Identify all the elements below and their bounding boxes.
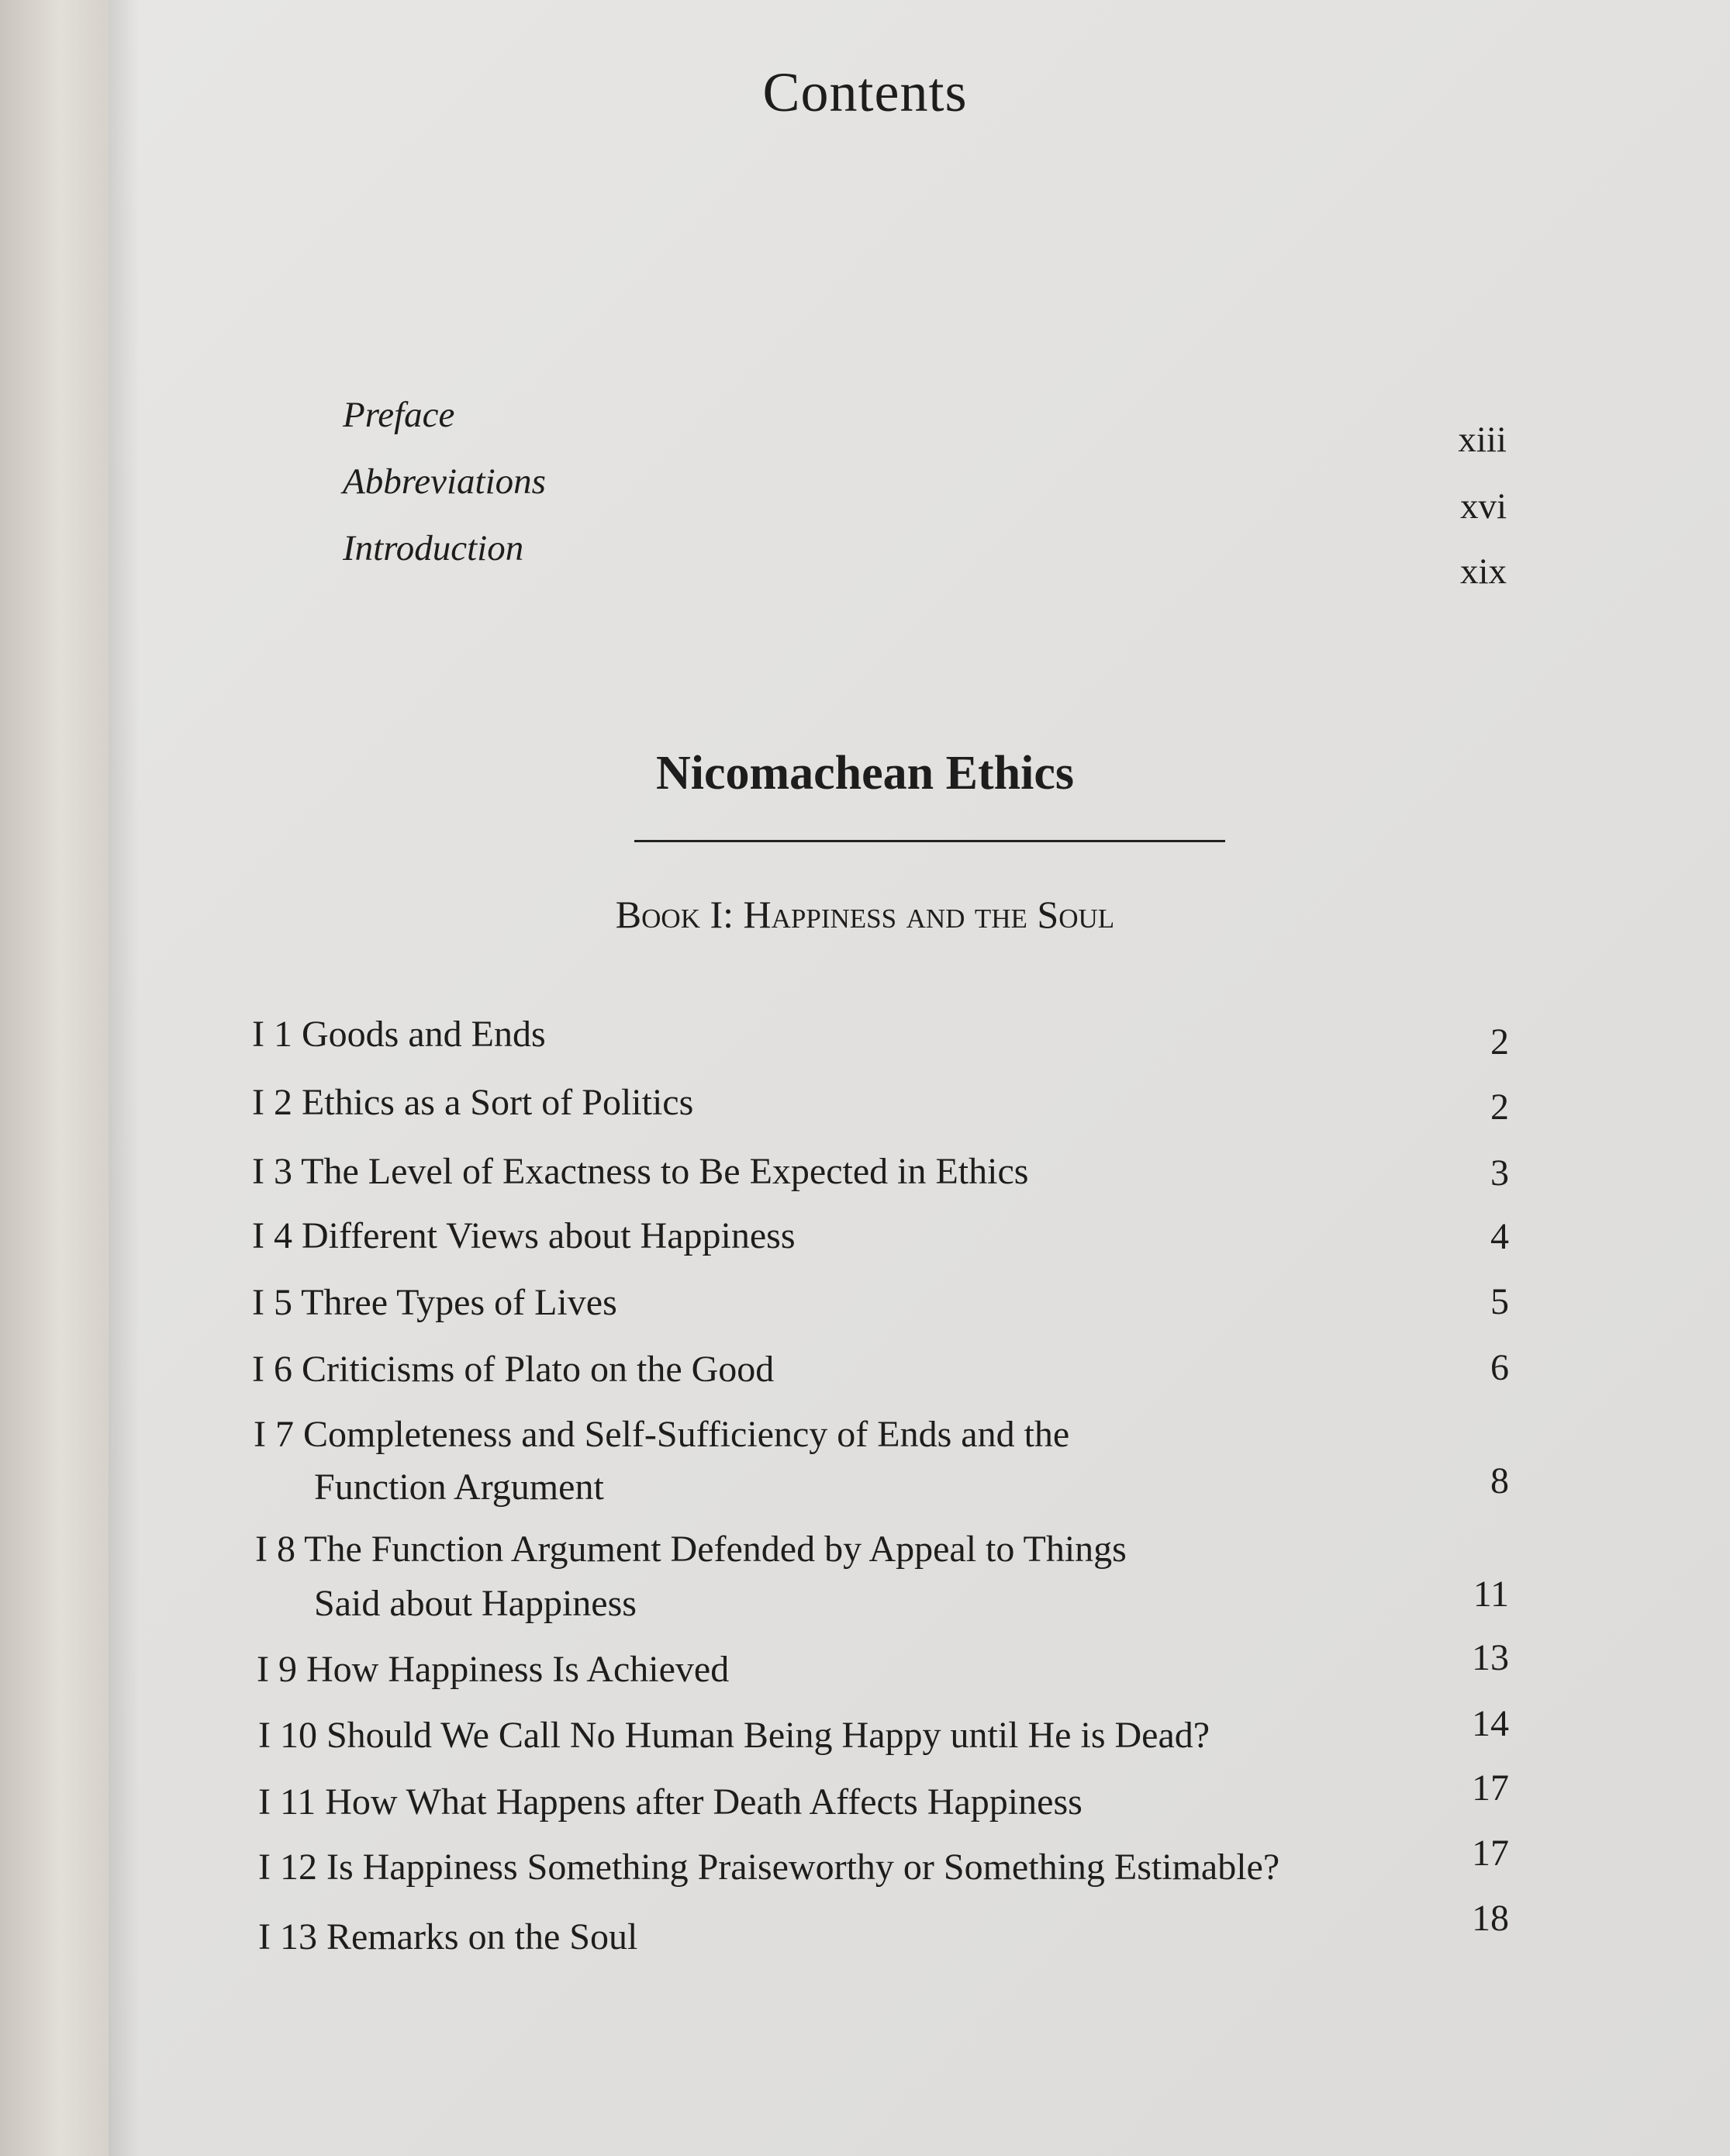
toc-entry-page: 18 xyxy=(1472,1898,1509,1939)
toc-entry-title: I 9 How Happiness Is Achieved xyxy=(257,1649,730,1690)
front-matter-title: Abbreviations xyxy=(343,461,546,502)
toc-entry-title: I 1 Goods and Ends xyxy=(252,1014,546,1055)
toc-entry-page: 11 xyxy=(1473,1574,1509,1615)
toc-entry-page: 17 xyxy=(1472,1833,1509,1874)
toc-entry-title: I 11 How What Happens after Death Affects Happiness xyxy=(258,1781,1083,1823)
toc-entry-page: 8 xyxy=(1490,1460,1509,1501)
gutter-shadow xyxy=(109,0,140,2156)
page-edge xyxy=(0,0,109,2156)
toc-entry-title: I 12 Is Happiness Something Praiseworthy or Something Estimable? xyxy=(258,1847,1280,1888)
work-title: Nicomachean Ethics xyxy=(655,747,1075,800)
title-rule xyxy=(634,840,1225,842)
front-matter-title: Introduction xyxy=(343,528,524,568)
toc-entry-title: I 5 Three Types of Lives xyxy=(252,1282,617,1323)
toc-entry-title: I 3 The Level of Exactness to Be Expected in Ethics xyxy=(252,1151,1029,1192)
toc-entry-page: 2 xyxy=(1490,1021,1509,1062)
toc-entry-page: 2 xyxy=(1490,1087,1509,1128)
front-matter-page: xiii xyxy=(1458,420,1507,460)
toc-entry-continuation: Function Argument xyxy=(314,1467,604,1508)
toc-entry-page: 4 xyxy=(1490,1216,1509,1257)
toc-entry-title: I 8 The Function Argument Defended by Appeal to Things xyxy=(255,1529,1127,1570)
toc-entry-title: I 2 Ethics as a Sort of Politics xyxy=(252,1082,694,1123)
book-heading: Book I: Happiness and the Soul xyxy=(615,893,1115,936)
toc-entry-title: I 6 Criticisms of Plato on the Good xyxy=(252,1349,775,1390)
toc-entry-page: 14 xyxy=(1472,1703,1509,1744)
toc-entry-page: 13 xyxy=(1472,1637,1509,1678)
toc-entry-title: I 10 Should We Call No Human Being Happy until He is Dead? xyxy=(258,1715,1210,1756)
toc-entry-page: 3 xyxy=(1490,1152,1509,1194)
toc-entry-title: I 4 Different Views about Happiness xyxy=(252,1215,796,1256)
toc-entry-title: I 7 Completeness and Self-Sufficiency of Ends and the xyxy=(254,1414,1070,1455)
toc-entry-page: 6 xyxy=(1490,1347,1509,1388)
contents-title: Contents xyxy=(762,61,968,123)
front-matter-page: xix xyxy=(1459,551,1507,592)
front-matter-page: xvi xyxy=(1459,486,1507,527)
toc-entry-title: I 13 Remarks on the Soul xyxy=(258,1916,638,1957)
toc-entry-page: 17 xyxy=(1472,1767,1509,1809)
toc-entry-page: 5 xyxy=(1490,1281,1509,1322)
toc-entry-continuation: Said about Happiness xyxy=(314,1583,637,1624)
front-matter-title: Preface xyxy=(343,395,455,435)
